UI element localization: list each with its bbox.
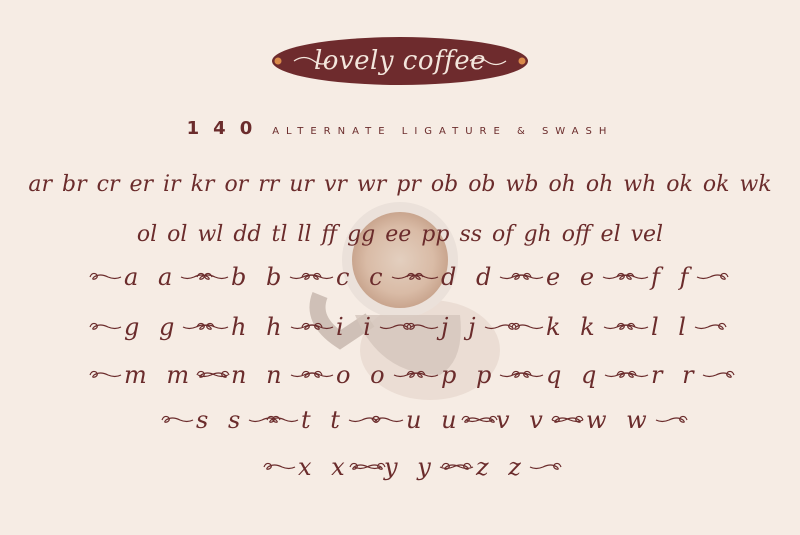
- subtitle-text: ALTERNATE LIGATURE & SWASH: [272, 126, 614, 137]
- ligature-glyph: ur: [289, 172, 314, 197]
- ligature-glyph: of: [492, 222, 514, 247]
- ligature-glyph: oh: [585, 172, 614, 197]
- swash-pair: [265, 405, 382, 435]
- ligature-glyph: ol: [136, 222, 158, 247]
- ligature-glyph: ob: [468, 172, 496, 197]
- swash-left: [370, 412, 404, 428]
- swash-left: [300, 319, 334, 335]
- swash-glyphs: t t: [301, 406, 346, 434]
- ligature-glyph: wl: [197, 222, 224, 247]
- ligature-glyph: el: [600, 222, 621, 247]
- swash-left: [405, 269, 439, 285]
- swash-pair: [615, 312, 728, 342]
- swash-glyphs: w w: [586, 406, 653, 434]
- swash-pair: [405, 312, 518, 342]
- swash-right: [655, 412, 689, 428]
- swash-left: [195, 319, 229, 335]
- swash-right: [529, 459, 563, 475]
- swash-glyphs: q q: [546, 361, 603, 389]
- swash-left: [615, 367, 649, 383]
- swash-left: [195, 269, 229, 285]
- swash-glyphs: r r: [651, 361, 700, 389]
- swash-glyphs: f f: [651, 263, 695, 291]
- swash-pair: [615, 360, 736, 390]
- swash-glyphs: n n: [231, 361, 288, 389]
- swash-right: [694, 319, 728, 335]
- ligature-glyph: off: [561, 222, 591, 247]
- swash-glyphs: g g: [124, 313, 181, 341]
- ligature-glyph: wr: [356, 172, 387, 197]
- swash-left: [615, 269, 649, 285]
- subtitle: [0, 118, 800, 139]
- swash-glyphs: d d: [441, 263, 498, 291]
- ligature-glyph: er: [129, 172, 154, 197]
- swash-left: [88, 269, 122, 285]
- ligature-glyph: oh: [548, 172, 576, 197]
- ligature-glyph: rr: [258, 172, 280, 197]
- ligature-glyph: ol: [167, 222, 188, 247]
- swash-left: [265, 412, 299, 428]
- swash-left: [262, 459, 296, 475]
- swash-right: [696, 269, 730, 285]
- swash-glyphs: a a: [124, 263, 179, 291]
- swash-glyphs: k k: [546, 313, 601, 341]
- ligature-glyph: cr: [96, 172, 120, 197]
- ligature-glyph: ll: [297, 222, 312, 247]
- swash-right: [702, 367, 736, 383]
- swash-glyphs: x x: [298, 453, 351, 481]
- swash-left: [510, 319, 544, 335]
- ligature-glyph: gg: [347, 222, 376, 247]
- swash-glyphs: b b: [231, 263, 288, 291]
- ligature-glyph: pp: [421, 222, 450, 247]
- ligature-glyph: wb: [505, 172, 539, 197]
- swash-left: [550, 412, 584, 428]
- swash-left: [300, 269, 334, 285]
- swash-left: [348, 459, 382, 475]
- ligature-glyph: ob: [430, 172, 459, 197]
- ligature-glyph: ss: [459, 222, 483, 247]
- swash-left: [510, 269, 544, 285]
- swash-pair: [300, 312, 413, 342]
- ligature-glyph: wh: [623, 172, 657, 197]
- swash-glyphs: o o: [336, 361, 391, 389]
- ligature-glyph: ok: [702, 172, 730, 197]
- swash-left: [195, 367, 229, 383]
- ligature-row-2: [0, 222, 800, 247]
- ligature-glyph: ir: [163, 172, 181, 197]
- ligature-glyph: wk: [739, 172, 772, 197]
- ligature-glyph: dd: [233, 222, 262, 247]
- swash-glyphs: j j: [441, 313, 482, 341]
- swash-left: [405, 367, 439, 383]
- swash-glyphs: e e: [546, 263, 601, 291]
- swash-pair: [550, 405, 689, 435]
- ligature-glyph: tl: [271, 222, 288, 247]
- swash-glyphs: u u: [406, 406, 463, 434]
- swash-glyphs: y y: [384, 453, 437, 481]
- subtitle-number: 140: [186, 118, 267, 139]
- swash-left: [88, 367, 122, 383]
- swash-left: [510, 367, 544, 383]
- swash-glyphs: s s: [196, 406, 247, 434]
- ligature-glyph: ee: [385, 222, 412, 247]
- swash-pair: [440, 452, 563, 482]
- swash-left: [160, 412, 194, 428]
- ligature-glyph: br: [62, 172, 87, 197]
- swash-glyphs: c c: [336, 263, 389, 291]
- swash-glyphs: v v: [496, 406, 549, 434]
- ligature-glyph: vel: [630, 222, 664, 247]
- swash-glyphs: z z: [476, 453, 527, 481]
- ligature-glyph: pr: [396, 172, 421, 197]
- swash-left: [88, 319, 122, 335]
- swash-left: [300, 367, 334, 383]
- swash-left: [405, 319, 439, 335]
- swash-left: [440, 459, 474, 475]
- ligature-glyph: vr: [323, 172, 347, 197]
- page-title: lovely coffee: [313, 46, 487, 76]
- swash-glyphs: m m: [124, 361, 196, 389]
- swash-pair: [615, 262, 730, 292]
- ligature-row-1: [0, 172, 800, 197]
- ligature-glyph: kr: [190, 172, 215, 197]
- swash-left: [615, 319, 649, 335]
- ligature-glyph: gh: [523, 222, 552, 247]
- swash-glyphs: i i: [336, 313, 377, 341]
- ligature-glyph: ff: [321, 222, 338, 247]
- ligature-glyph: ok: [666, 172, 693, 197]
- swash-glyphs: h h: [231, 313, 288, 341]
- swash-glyphs: l l: [651, 313, 692, 341]
- swash-left: [460, 412, 494, 428]
- swash-glyphs: p p: [441, 361, 498, 389]
- swash-pair: [160, 405, 282, 435]
- ligature-glyph: or: [224, 172, 249, 197]
- ligature-glyph: ar: [28, 172, 53, 197]
